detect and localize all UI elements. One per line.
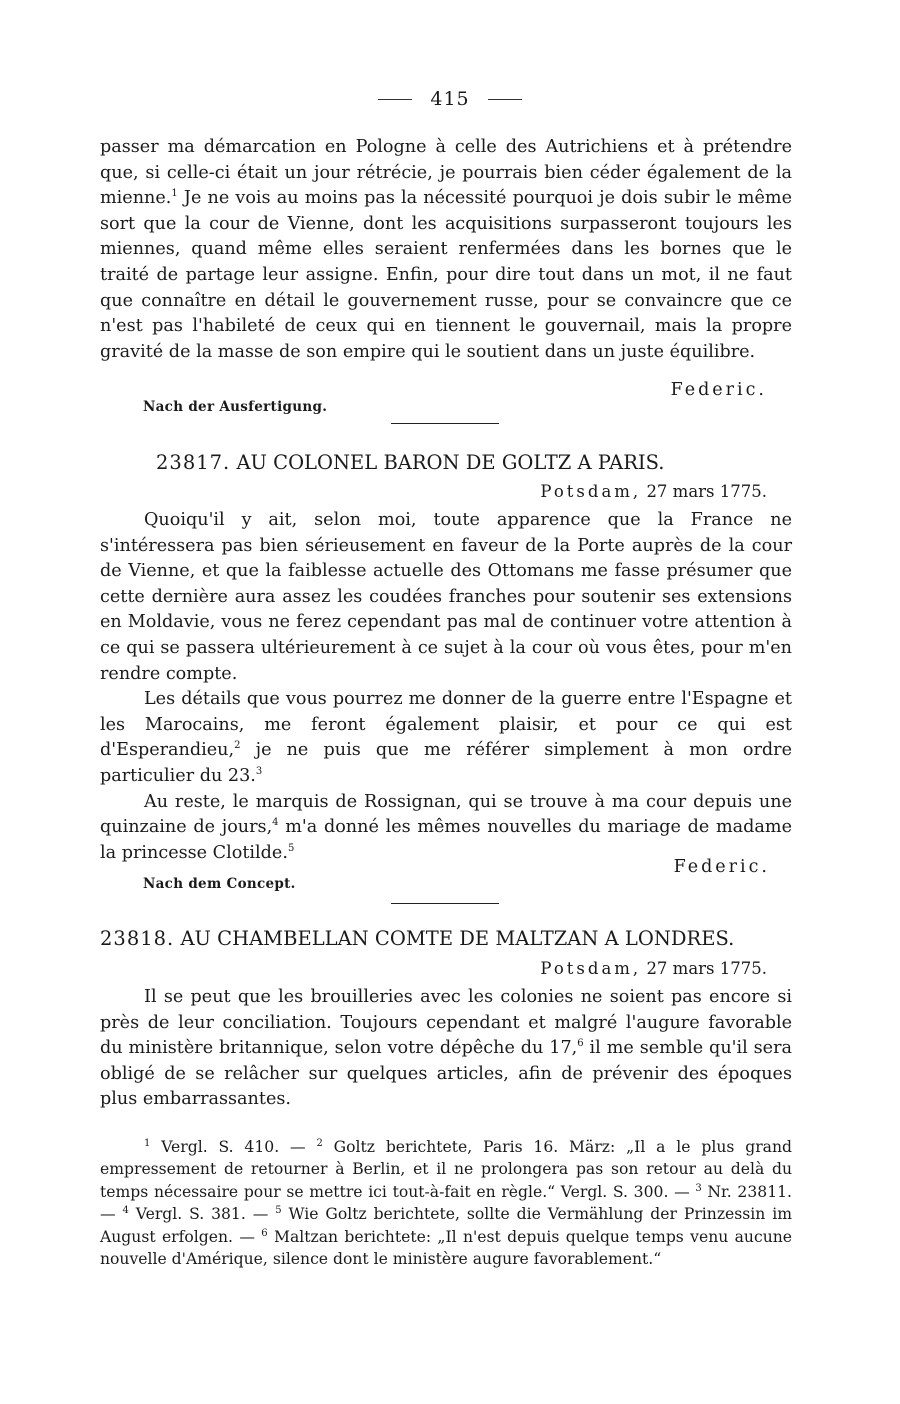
- header-dash-right: [488, 99, 522, 100]
- letter-place: Potsdam,: [540, 482, 642, 501]
- letter-date: 27 mars 1775.: [646, 959, 767, 978]
- letter-body: [100, 508, 792, 866]
- letter-date: 27 mars 1775.: [646, 482, 767, 501]
- letter-place: Potsdam,: [540, 959, 642, 978]
- letter-body: [100, 985, 792, 1113]
- letter-title: AU COLONEL BARON DE GOLTZ A PARIS.: [236, 451, 665, 474]
- footnote-paragraph: $^1$ Vergl. S. 410. — $^2$ Goltz berichtete, Paris 16. März: „Il a le plus grand empressement de retourner à Berlin, et il ne prolongera pas son retour au delà du temps nécessaire pour se mettre ici tout-à-fait en règle.“ Vergl. S. 300. — $^3$ Nr. 23811. — $^4$ Vergl. S. 381. — $^5$ Wie Goltz berichtete, sollte die Vermählung der Prinzessin im August erfolgen. — $^6$ Maltzan berichtete: „Il n'est depuis quelque temps venu aucune nouvelle d'Amérique, silence dont le ministère augure favorablement.“: [100, 1137, 793, 1269]
- footnote-ref: 1: [171, 188, 178, 200]
- letter-heading: [100, 927, 792, 950]
- continued-letter: [100, 135, 792, 365]
- letter-dateline: [540, 959, 767, 978]
- signature: Federic.: [673, 857, 770, 877]
- paragraph: Les détails que vous pourrez me donner de la guerre entre l'Espagne et les Marocains, me feront également plaisir, et pour ce qui est d'Esperandieu,$^2$ je ne puis que me référer simplement à mon ordre particulier du 23.$^3$: [100, 689, 792, 786]
- header-dash-left: [378, 99, 412, 100]
- letter-heading: [156, 451, 848, 474]
- page-number: 415: [430, 88, 470, 110]
- page-header: [0, 88, 900, 110]
- section-rule: [391, 903, 499, 904]
- footnotes: [100, 1136, 792, 1270]
- footnote-ref: 3: [255, 766, 263, 778]
- footnote-ref: 4: [272, 817, 279, 829]
- footnote-ref: 5: [287, 842, 295, 854]
- paragraph: Quoiqu'il y ait, selon moi, toute apparence que la France ne s'intéressera pas bien sérieusement en faveur de la Porte auprès de la cour de Vienne, et que la faiblesse actuelle des Ottomans me fasse présumer que cette dernière aura assez les coudées franches pour soutenir ses extensions en Moldavie, vous ne ferez cependant pas mal de continuer votre attention à ce qui se passera ultérieurement à ce sujet à la cour où vous êtes, pour m'en rendre compte.: [100, 510, 792, 684]
- continued-paragraph: passer ma démarcation en Pologne à celle des Autrichiens et à prétendre que, si celle-ci était un jour rétrécie, je pourrais bien céder également de la mienne.$^1$ Je ne vois au moins pas la nécessité pourquoi je dois subir le même sort que la cour de Vienne, dont les acquisitions surpasseront toujours les miennes, quand même elles seraient renfermées dans les bornes que le traité de partage leur assigne. Enfin, pour dire tout dans un mot, il ne faut que connaître en détail le gouvernement russe, pour se convaincre que ce n'est pas l'habileté de ceux qui en tiennent le gouvernail, mais la propre gravité de la masse de son empire qui le soutient dans un juste équilibre.: [100, 137, 792, 362]
- footnote-ref: 6: [577, 1038, 584, 1050]
- source-note: Nach der Ausfertigung.: [143, 399, 328, 415]
- letter-dateline: [540, 482, 767, 501]
- letter-number: 23817.: [156, 451, 231, 474]
- paragraph: Il se peut que les brouilleries avec les colonies ne soient pas encore si près de leur conciliation. Toujours cependant et malgré l'augure favorable du ministère britannique, selon votre dépêche du 17,$^6$ il me semble qu'il sera obligé de se relâcher sur quelques articles, afin de prévenir des époques plus embarrassantes.: [100, 987, 792, 1110]
- letter-title: AU CHAMBELLAN COMTE DE MALTZAN A LONDRES.: [180, 927, 735, 950]
- section-rule: [391, 423, 499, 424]
- signature: Federic.: [670, 380, 767, 400]
- source-note: Nach dem Concept.: [143, 876, 296, 892]
- letter-number: 23818.: [100, 927, 175, 950]
- paragraph: Au reste, le marquis de Rossignan, qui se trouve à ma cour depuis une quinzaine de jours,$^4$ m'a donné les mêmes nouvelles du mariage de madame la princesse Clotilde.$^5$: [100, 791, 792, 863]
- footnote-ref: 2: [234, 740, 241, 752]
